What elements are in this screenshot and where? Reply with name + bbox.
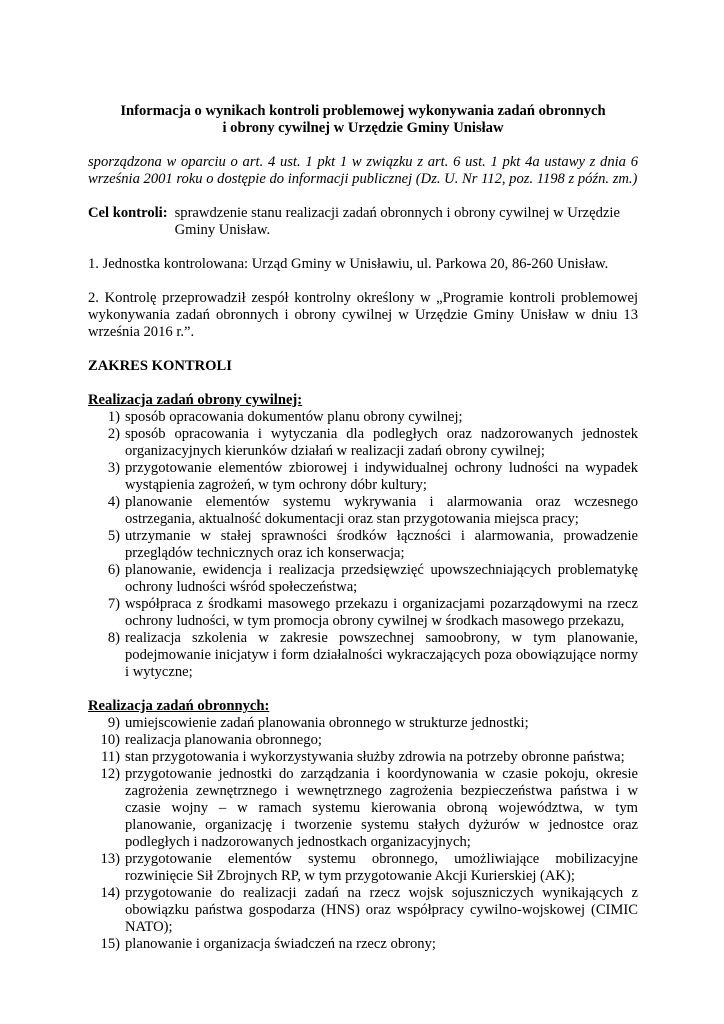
document-title: [88, 103, 638, 137]
list-item-text: przygotowanie elementów zbiorowej i indywidualnej ochrony ludności na wypadek wystąpienia zagrożeń, w tym ochrony dóbr kultury;: [125, 460, 638, 493]
list-item-number: 2): [107, 426, 120, 442]
legal-basis: sporządzona w oparciu o art. 4 ust. 1 pkt 1 w związku z art. 6 ust. 1 pkt 4a ustawy z dnia 6 września 2001 roku o dostępie do informacji publicznej (Dz. U. Nr 112, poz. 1198 z późn. zm.): [88, 154, 638, 187]
list-item-text: planowanie, ewidencja i realizacja przedsięwzięć upowszechniających problematykę ochrony ludności wśród społeczeństwa;: [125, 562, 638, 595]
defense-tasks-list: [88, 715, 638, 953]
list-item-number: 10): [100, 732, 120, 748]
controlled-unit-paragraph: 1. Jednostka kontrolowana: Urząd Gminy w Unisławiu, ul. Parkowa 20, 86-260 Unisław.: [88, 256, 609, 272]
list-item: [88, 715, 638, 732]
list-item: [88, 630, 638, 681]
list-item-number: 8): [107, 630, 120, 646]
list-item-number: 7): [107, 596, 120, 612]
defense-tasks-heading: Realizacja zadań obronnych:: [88, 698, 270, 714]
list-item-text: przygotowanie do realizacji zadań na rzecz wojsk sojuszniczych wynikających z obowiązku państwa gospodarza (HNS) oraz współpracy cywilno-wojskowej (CIMIC NATO);: [125, 885, 638, 935]
title-line-2: i obrony cywilnej w Urzędzie Gminy Unisław: [222, 120, 504, 136]
list-item: [88, 851, 638, 885]
list-item-number: 1): [107, 409, 120, 425]
list-item-number: 12): [100, 766, 120, 782]
section-title: ZAKRES KONTROLI: [88, 358, 232, 374]
list-item: [88, 749, 638, 766]
title-line-1: Informacja o wynikach kontroli problemowej wykonywania zadań obronnych: [120, 103, 606, 119]
list-item: [88, 766, 638, 851]
civil-defense-list: [88, 409, 638, 681]
list-item: [88, 409, 638, 426]
list-item-number: 14): [100, 885, 120, 901]
list-item-number: 9): [107, 715, 120, 731]
civil-defense-heading: Realizacja zadań obrony cywilnej:: [88, 392, 303, 408]
list-item-text: przygotowanie elementów systemu obronnego, umożliwiające mobilizacyjne rozwinięcie Sił Zbrojnych RP, w tym przygotowanie Akcji Kurierskiej (AK);: [125, 851, 638, 884]
list-item-text: realizacja planowania obronnego;: [125, 732, 322, 748]
list-item-text: sposób opracowania i wytyczania dla podległych oraz nadzorowanych jednostek organizacyjnych kierunków działań w realizacji zadań obrony cywilnej;: [125, 426, 638, 459]
list-item-number: 11): [101, 749, 120, 765]
list-item: [88, 494, 638, 528]
list-item: [88, 460, 638, 494]
list-item-number: 4): [107, 494, 120, 510]
list-item-number: 6): [107, 562, 120, 578]
list-item-number: 15): [100, 936, 120, 952]
list-item-number: 13): [100, 851, 120, 867]
list-item: [88, 426, 638, 460]
goal-text: sprawdzenie stanu realizacji zadań obronnych i obrony cywilnej w Urzędzie Gminy Unisław.: [174, 205, 620, 238]
list-item-text: sposób opracowania dokumentów planu obrony cywilnej;: [125, 409, 463, 425]
list-item-text: realizacja szkolenia w zakresie powszechnej samoobrony, w tym planowanie, podejmowanie inicjatyw i form działalności wykraczających poza obowiązujące normy i wytyczne;: [125, 630, 638, 680]
list-item-text: współpraca z środkami masowego przekazu i organizacjami pozarządowymi na rzecz ochrony ludności, w tym promocja obrony cywilnej w środkach masowego przekazu,: [125, 596, 638, 629]
list-item-text: utrzymanie w stałej sprawności środków łączności i alarmowania, prowadzenie przeglądów technicznych oraz ich konserwacja;: [125, 528, 638, 561]
control-goal: [88, 205, 638, 239]
list-item-text: stan przygotowania i wykorzystywania służby zdrowia na potrzeby obronne państwa;: [125, 749, 625, 765]
list-item-text: planowanie i organizacja świadczeń na rzecz obrony;: [125, 936, 436, 952]
list-item-number: 3): [107, 460, 120, 476]
list-item: [88, 596, 638, 630]
list-item-text: umiejscowienie zadań planowania obronnego w strukturze jednostki;: [125, 715, 529, 731]
control-team-paragraph: 2. Kontrolę przeprowadził zespół kontrolny określony w „Programie kontroli problemowej wykonywania zadań obronnych i obrony cywilnej w Urzędzie Gminy Unisław w dniu 13 września 2016 r.”.: [88, 290, 638, 340]
list-item-number: 5): [107, 528, 120, 544]
list-item: [88, 562, 638, 596]
goal-label: Cel kontroli:: [88, 205, 168, 221]
list-item: [88, 936, 638, 953]
list-item-text: planowanie elementów systemu wykrywania i alarmowania oraz wczesnego ostrzegania, aktualność dokumentacji oraz stan przygotowania miejsca pracy;: [125, 494, 638, 527]
list-item: [88, 885, 638, 936]
list-item: [88, 732, 638, 749]
document-page: [88, 103, 638, 953]
list-item-text: przygotowanie jednostki do zarządzania i koordynowania w czasie pokoju, okresie zagrożenia zewnętrznego i wewnętrznego zagrożenia bezpieczeństwa państwa i w czasie wojny – w ramach systemu kierowania obroną województwa, w tym planowanie, organizację i tworzenie systemu stałych dyżurów w jednostce oraz podległych i nadzorowanych jednostkach organizacyjnych;: [125, 766, 638, 850]
list-item: [88, 528, 638, 562]
